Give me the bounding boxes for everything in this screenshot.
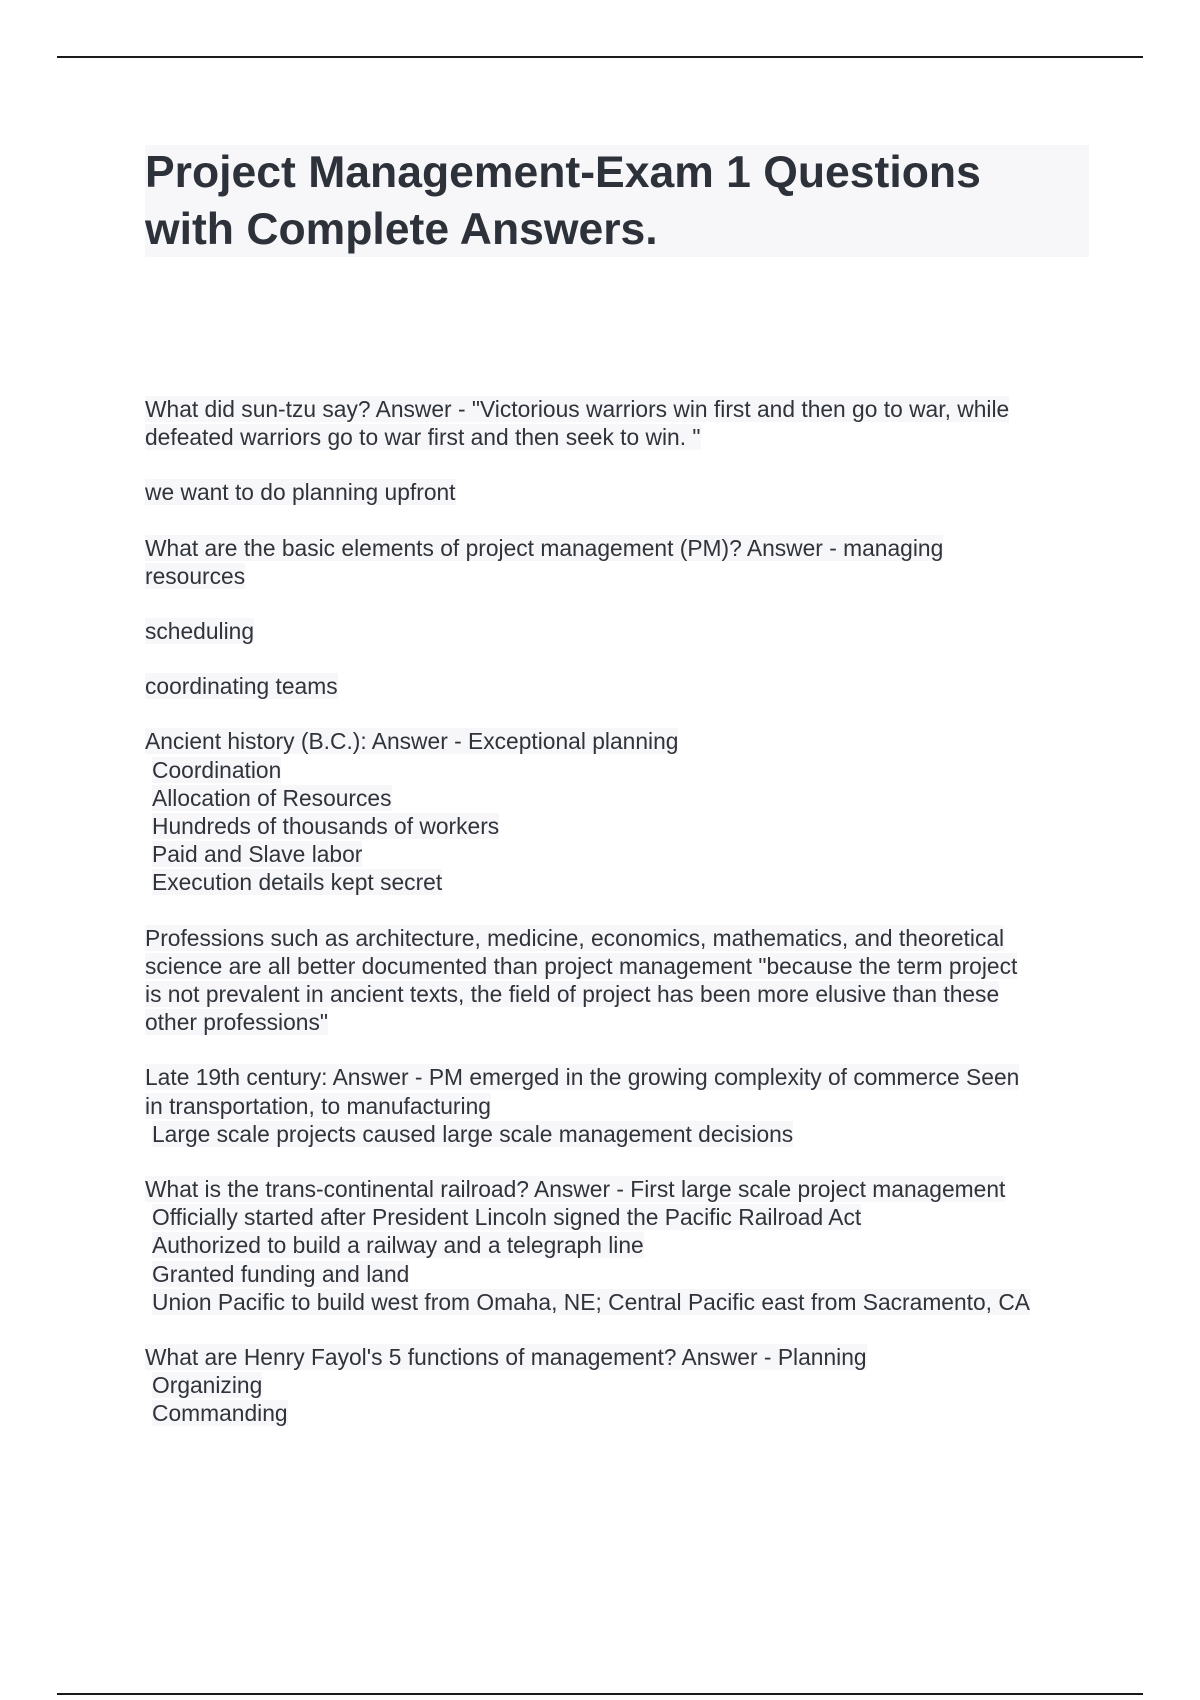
note-scheduling [145,617,1105,645]
note-planning-upfront [145,478,1105,506]
paragraph-professions [145,924,1105,1037]
title-line: with Complete Answers. [145,205,658,254]
text-line: Allocation of Resources [152,784,392,811]
text-line: Authorized to build a railway and a telegraph line [152,1232,644,1259]
text-line: Paid and Slave labor [152,841,363,868]
text-line: Commanding [152,1400,288,1427]
text-line: defeated warriors go to war first and then seek to win. " [145,424,701,451]
qa-block-fayol [145,1343,1105,1428]
qa-block-basic-elements [145,534,1105,590]
text-line: Officially started after President Lincoln signed the Pacific Railroad Act [152,1204,862,1231]
note-coordinating-teams [145,672,1105,700]
text-line: Union Pacific to build west from Omaha, NE; Central Pacific east from Sacramento, CA [152,1288,1031,1315]
text-line: is not prevalent in ancient texts, the field of project has been more elusive than these [145,981,1000,1008]
bottom-horizontal-rule [57,1693,1143,1695]
qa-block-railroad [145,1175,1105,1316]
title-line: Project Management-Exam 1 Questions [145,148,981,197]
text-line: Hundreds of thousands of workers [152,813,500,840]
text-line: other professions" [145,1009,328,1036]
qa-block-ancient-history [145,727,1105,896]
text-line: coordinating teams [145,673,338,700]
document-body [145,395,1105,1455]
text-line: Granted funding and land [152,1260,410,1287]
qa-block-sun-tzu [145,395,1105,451]
document-title [145,144,1089,258]
text-line: science are all better documented than project management "because the term project [145,952,1018,979]
text-line: Late 19th century: Answer - PM emerged in the growing complexity of commerce Seen [145,1064,1020,1091]
text-line: Coordination [152,756,282,783]
text-line: Professions such as architecture, medicine, economics, mathematics, and theoretical [145,924,1005,951]
text-line: Execution details kept secret [152,869,443,896]
text-line: in transportation, to manufacturing [145,1092,491,1119]
text-line: we want to do planning upfront [145,479,456,506]
top-horizontal-rule [57,56,1143,58]
text-line: Ancient history (B.C.): Answer - Exceptional planning [145,728,679,755]
text-line: resources [145,562,246,589]
text-line: Large scale projects caused large scale management decisions [152,1120,794,1147]
text-line: What is the trans-continental railroad? Answer - First large scale project management [145,1176,1006,1203]
text-line: What are Henry Fayol's 5 functions of management? Answer - Planning [145,1344,867,1371]
text-line: Organizing [152,1372,263,1399]
text-line: What did sun-tzu say? Answer - "Victorious warriors win first and then go to war, while [145,396,1010,422]
text-line: What are the basic elements of project management (PM)? Answer - managing [145,534,944,561]
text-line: scheduling [145,618,254,645]
qa-block-late-19th-century [145,1063,1105,1148]
